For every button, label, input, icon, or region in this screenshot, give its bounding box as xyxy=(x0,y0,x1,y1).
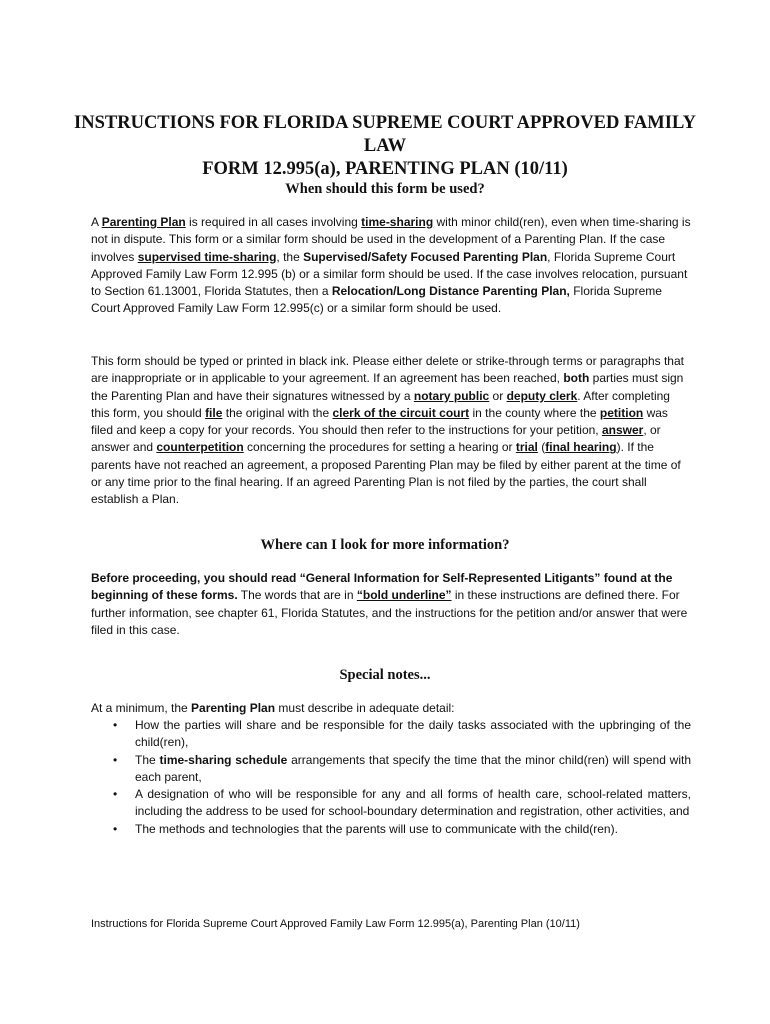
term-relocation-plan: Relocation/Long Distance Parenting Plan, xyxy=(331,284,570,299)
term-clerk-of-circuit-court: clerk of the circuit court xyxy=(332,405,470,420)
heading-where: Where can I look for more information? xyxy=(260,537,510,553)
term-petition: petition xyxy=(599,405,644,420)
bullet-icon: • xyxy=(113,718,118,732)
term-notary-public: notary public xyxy=(413,388,490,403)
heading-when: When should this form be used? xyxy=(285,181,485,197)
term-bold-underline: “bold underline” xyxy=(356,588,452,603)
term-deputy-clerk: deputy clerk xyxy=(506,388,578,403)
list-item: • The time-sharing schedule arrangements that specify the time that the minor child(ren) will spend with each parent, xyxy=(113,752,691,784)
bullet-icon: • xyxy=(113,821,118,836)
special-notes-list xyxy=(91,717,691,838)
term-file: file xyxy=(205,405,223,420)
title-line-2: FORM 12.995(a), PARENTING PLAN (10/11) xyxy=(202,159,568,179)
general-info-notice: Before proceeding, you should read “General Information for Self-Represented Litigants” found at the beginning of these forms. xyxy=(91,571,673,603)
term-counterpetition: counterpetition xyxy=(156,440,244,455)
term-final-hearing: final hearing xyxy=(545,440,617,455)
bullet-icon: • xyxy=(113,787,118,802)
paragraph-special-intro: At a minimum, the Parenting Plan must describe in adequate detail: xyxy=(91,701,455,715)
term-answer: answer xyxy=(601,423,644,438)
paragraph-when: A Parenting Plan is required in all cases involving time-sharing with minor child(ren), even when time-sharing is not in dispute. This form or a similar form should be used in the development of a Parenting Plan. If the case involves supervised time-sharing, the Supervised/Safety Focused Parenting Plan, Florida Supreme Court Approved Family Law Form 12.995 (b) or a similar form should be used. If the case involves relocation, pursuant to Section 61.13001, Florida Statutes, then a Relocation/Long Distance Parenting Plan, Florida Supreme Court Approved Family Law Form 12.995(c) or a similar form should be used. xyxy=(91,215,691,316)
document-title xyxy=(70,112,700,181)
list-item: • A designation of who will be responsible for any and all forms of health care, school-related matters, including the address to be used for school-boundary determination and registration, other activities, and xyxy=(113,787,691,819)
page-footer: Instructions for Florida Supreme Court Approved Family Law Form 12.995(a), Parenting Plan (10/11) xyxy=(91,918,580,930)
paragraph-instructions: This form should be typed or printed in black ink. Please either delete or strike-through terms or paragraphs that are inappropriate or in applicable to your agreement. If an agreement has been reached, both parties must sign the Parenting Plan and have their signatures witnessed by a notary public or deputy clerk. After completing this form, you should file the original with the clerk of the circuit court in the county where the petition was filed and keep a copy for your records. You should then refer to the instructions for your petition, answer, or answer and counterpetition concerning the procedures for setting a hearing or trial (final hearing). If the parents have not reached an agreement, a proposed Parenting Plan may be filed by either parent at the time of or any time prior to the final hearing. If an agreed Parenting Plan is not filed by the parties, the court shall establish a Plan. xyxy=(91,354,684,507)
paragraph-more-info: Before proceeding, you should read “General Information for Self-Represented Litigants” found at the beginning of these forms. The words that are in “bold underline” in these instructions are defined there. For further information, see chapter 61, Florida Statutes, and the instructions for the petition and/or answer that were filed in this case. xyxy=(91,571,688,637)
term-time-sharing-schedule: time-sharing schedule xyxy=(159,752,288,767)
term-supervised-time-sharing: supervised time-sharing xyxy=(137,249,277,264)
term-supervised-plan: Supervised/Safety Focused Parenting Plan xyxy=(303,249,548,264)
bullet-icon: • xyxy=(113,752,118,767)
heading-special-notes: Special notes... xyxy=(339,667,431,683)
list-item: • How the parties will share and be responsible for the daily tasks associated with the upbringing of the child(ren), xyxy=(113,718,691,750)
term-time-sharing: time-sharing xyxy=(361,215,434,229)
term-trial: trial xyxy=(515,440,538,455)
term-parenting-plan: Parenting Plan xyxy=(101,215,186,229)
term-both: both xyxy=(563,371,590,386)
list-item: • The methods and technologies that the parents will use to communicate with the child(ren). xyxy=(91,821,691,838)
title-line-1: INSTRUCTIONS FOR FLORIDA SUPREME COURT APPROVED FAMILY LAW xyxy=(74,113,696,156)
term-parenting-plan-2: Parenting Plan xyxy=(191,701,276,715)
